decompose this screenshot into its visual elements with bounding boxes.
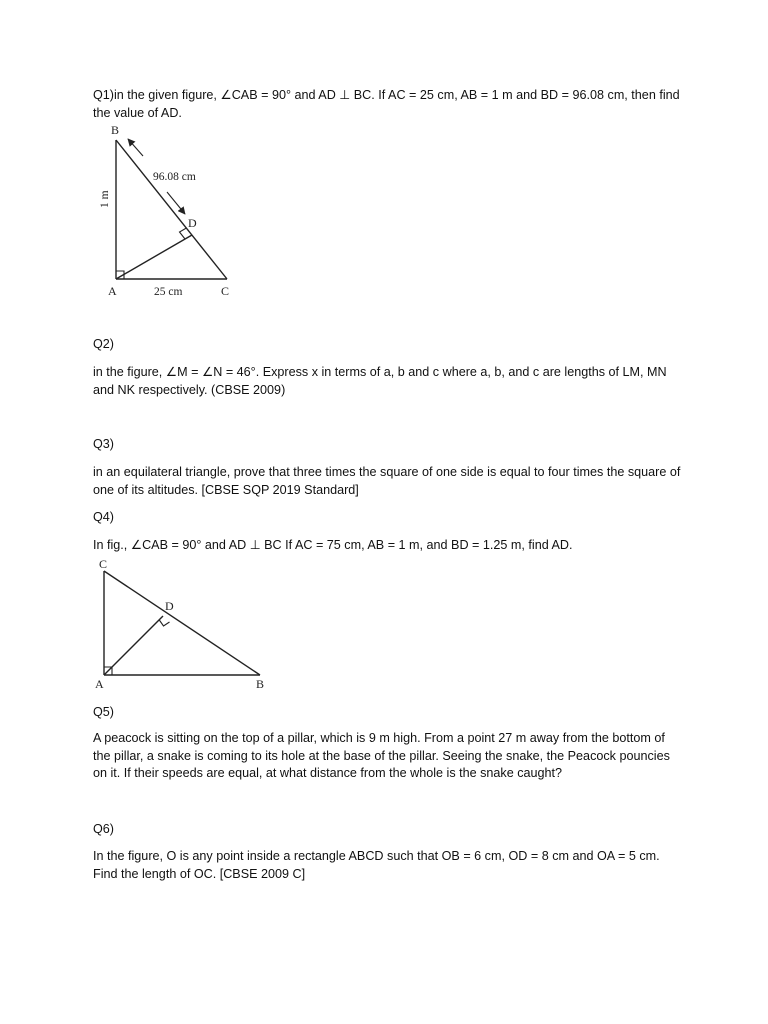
question-6-text: In the figure, O is any point inside a rectangle ABCD such that OB = 6 cm, OD = 8 cm and OA = 5 cm. Find the length of OC. [CBSE 2009 C] (93, 849, 660, 881)
question-3-heading: Q3) (93, 437, 114, 451)
ac-length-label: 25 cm (154, 286, 183, 298)
vertex-label-a: A (95, 677, 104, 691)
question-1-text: Q1)in the given figure, ∠CAB = 90° and AD ⊥ BC. If AC = 25 cm, AB = 1 m and BD = 96.08 cm, then find the value of AD. (93, 88, 680, 120)
side-bc (116, 140, 227, 279)
right-angle-d (159, 620, 169, 626)
vertex-label-a: A (108, 284, 117, 298)
vertex-label-b: B (256, 677, 265, 691)
question-4-figure (93, 556, 273, 699)
question-4-heading: Q4) (93, 510, 114, 524)
vertex-label-d: D (188, 216, 197, 230)
bd-arrow-up (128, 139, 143, 156)
question-3-text: in an equilateral triangle, prove that three times the square of one side is equal to four times the square of one of its altitudes. [CBSE SQP 2019 Standard] (93, 465, 681, 497)
question-5-heading: Q5) (93, 705, 114, 719)
vertex-label-b: B (111, 123, 120, 137)
question-5-text: A peacock is sitting on the top of a pillar, which is 9 m high. From a point 27 m away from the bottom of the pillar, a snake is coming to its hole at the base of the pillar. Seeing the snake, the Peacock pouncies on it. If their speeds are equal, at what distance from the whole is the snake caught? (93, 731, 670, 780)
side-bc (104, 571, 260, 675)
question-4-text: In fig., ∠CAB = 90° and AD ⊥ BC If AC = 75 cm, AB = 1 m, and BD = 1.25 m, find AD. (93, 538, 573, 552)
bd-length-label: 96.08 cm (153, 171, 196, 183)
question-6-heading: Q6) (93, 822, 114, 836)
question-2-text: in the figure, ∠M = ∠N = 46°. Express x in terms of a, b and c where a, b, and c are lengths of LM, MN and NK respectively. (CBSE 2009) (93, 365, 667, 397)
right-angle-d (180, 228, 187, 239)
ab-length-label: 1 m (99, 190, 111, 208)
altitude-ad (116, 235, 192, 279)
question-1-figure (95, 120, 255, 305)
bd-arrow-down (167, 192, 185, 214)
vertex-label-d: D (165, 599, 174, 613)
altitude-ad (104, 616, 163, 675)
vertex-label-c: C (221, 284, 230, 298)
vertex-label-c: C (99, 557, 108, 571)
question-2-heading: Q2) (93, 337, 114, 351)
